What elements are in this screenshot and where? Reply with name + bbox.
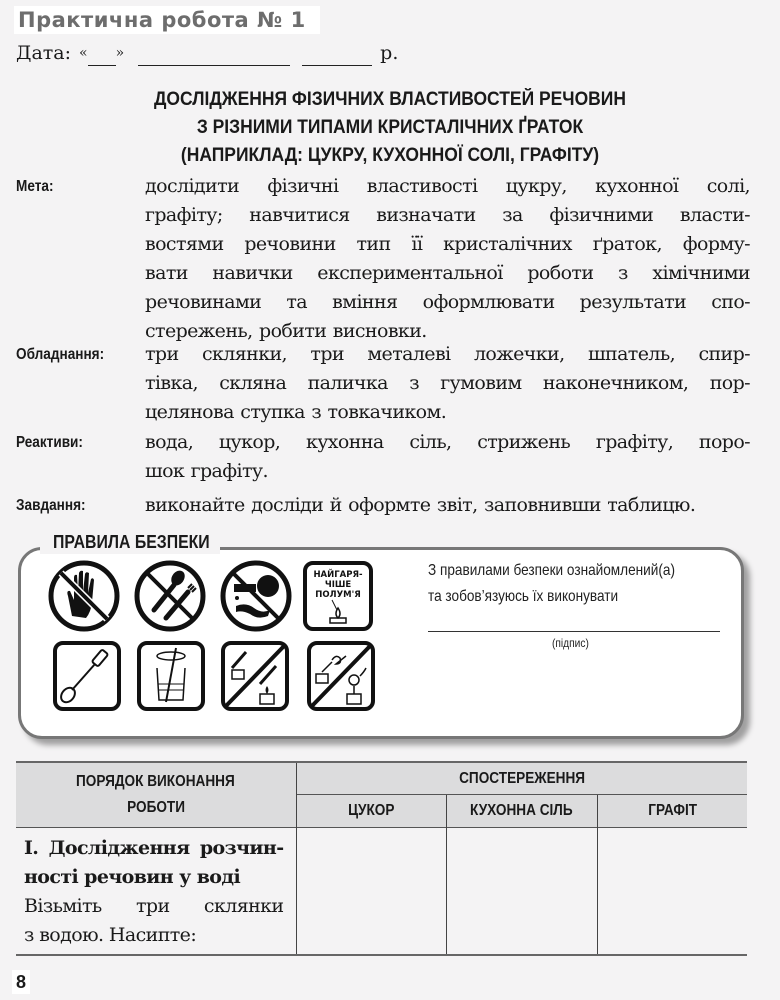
page-number: 8: [12, 970, 30, 994]
sugar-column-header: ЦУКОР: [296, 795, 446, 828]
signature-field[interactable]: [428, 631, 720, 632]
no-tasting-icon: [218, 558, 294, 634]
procedure-cell: І. Дослідження розчин- ності речовин у воді Візьміть три склянки з водою. Насипте:: [16, 828, 296, 956]
task-label: Завдання:: [16, 497, 86, 514]
equipment-label: Обладнання:: [16, 346, 105, 363]
year-suffix: р.: [380, 42, 399, 64]
svg-text:НАЙГАРЯ-: НАЙГАРЯ-: [313, 570, 363, 580]
reagents-text: вода, цукор, кухонна сіль, стрижень графіту, поро- шок графіту.: [145, 431, 750, 482]
spatula-icon: [52, 640, 122, 712]
no-blowing-out-lamp-icon: [306, 640, 376, 712]
reagents-label: Реактиви:: [16, 434, 83, 451]
heading-line: З РІЗНИМИ ТИПАМИ КРИСТАЛІЧНИХ ҐРАТОК: [196, 117, 584, 138]
table-row: [16, 828, 747, 956]
safety-agreement-text: З правилами безпеки ознайомлений(а) та зобов’язуюсь їх виконувати: [428, 562, 675, 605]
work-heading: [86, 86, 693, 170]
salt-column-header: КУХОННА СІЛЬ: [446, 795, 597, 828]
safety-rules-title: ПРАВИЛА БЕЗПЕКИ: [46, 532, 217, 553]
date-day-field[interactable]: « »: [79, 40, 124, 66]
practical-work-title: Практична робота № 1: [14, 6, 320, 34]
stirring-rod-glass-icon: [136, 640, 206, 712]
sugar-observation-cell[interactable]: [296, 828, 446, 956]
no-eating-utensils-icon: [132, 558, 208, 634]
hottest-flame-icon: [302, 560, 374, 632]
heading-line: ДОСЛІДЖЕННЯ ФІЗИЧНИХ ВЛАСТИВОСТЕЙ РЕЧОВИН: [153, 89, 627, 110]
task-text: виконайте досліди й оформте звіт, заповнивши таблицю.: [145, 494, 696, 516]
no-touch-hand-icon: [46, 558, 122, 634]
observations-column-header: СПОСТЕРЕЖЕННЯ: [296, 762, 747, 795]
svg-text:ПОЛУМ'Я: ПОЛУМ'Я: [315, 590, 361, 600]
goal-text: дослідити фізичні властивості цукру, кухонної солі, графіту; навчитися визначати за фізичними власти- востями речовини тип її кристалічних ґраток, форму- вати навички експериментальної роботи з хімічними речовинами та вміння оформлювати результати спо- стережень, робити висновки.: [145, 175, 750, 342]
goal-label: Мета:: [16, 178, 54, 195]
equipment-text: три склянки, три металеві ложечки, шпатель, спир- тівка, скляна паличка з гумовим наконечником, пор- целянова ступка з товкачиком.: [145, 343, 750, 423]
salt-observation-cell[interactable]: [446, 828, 597, 956]
signature-caption: (підпис): [552, 636, 589, 650]
observation-table: [16, 761, 747, 956]
date-line: [16, 40, 398, 66]
date-label: Дата:: [16, 42, 72, 64]
date-year-field[interactable]: [302, 47, 372, 66]
procedure-column-header: ПОРЯДОК ВИКОНАННЯ РОБОТИ: [16, 762, 296, 828]
svg-text:ЧІШЕ: ЧІШЕ: [324, 580, 352, 590]
heading-line: (НАПРИКЛАД: ЦУКРУ, КУХОННОЇ СОЛІ, ГРАФІТУ): [180, 145, 600, 166]
no-lighting-from-lamp-icon: [220, 640, 290, 712]
graphite-observation-cell[interactable]: [597, 828, 747, 956]
graphite-column-header: ГРАФІТ: [597, 795, 747, 828]
date-month-field[interactable]: [138, 47, 290, 66]
